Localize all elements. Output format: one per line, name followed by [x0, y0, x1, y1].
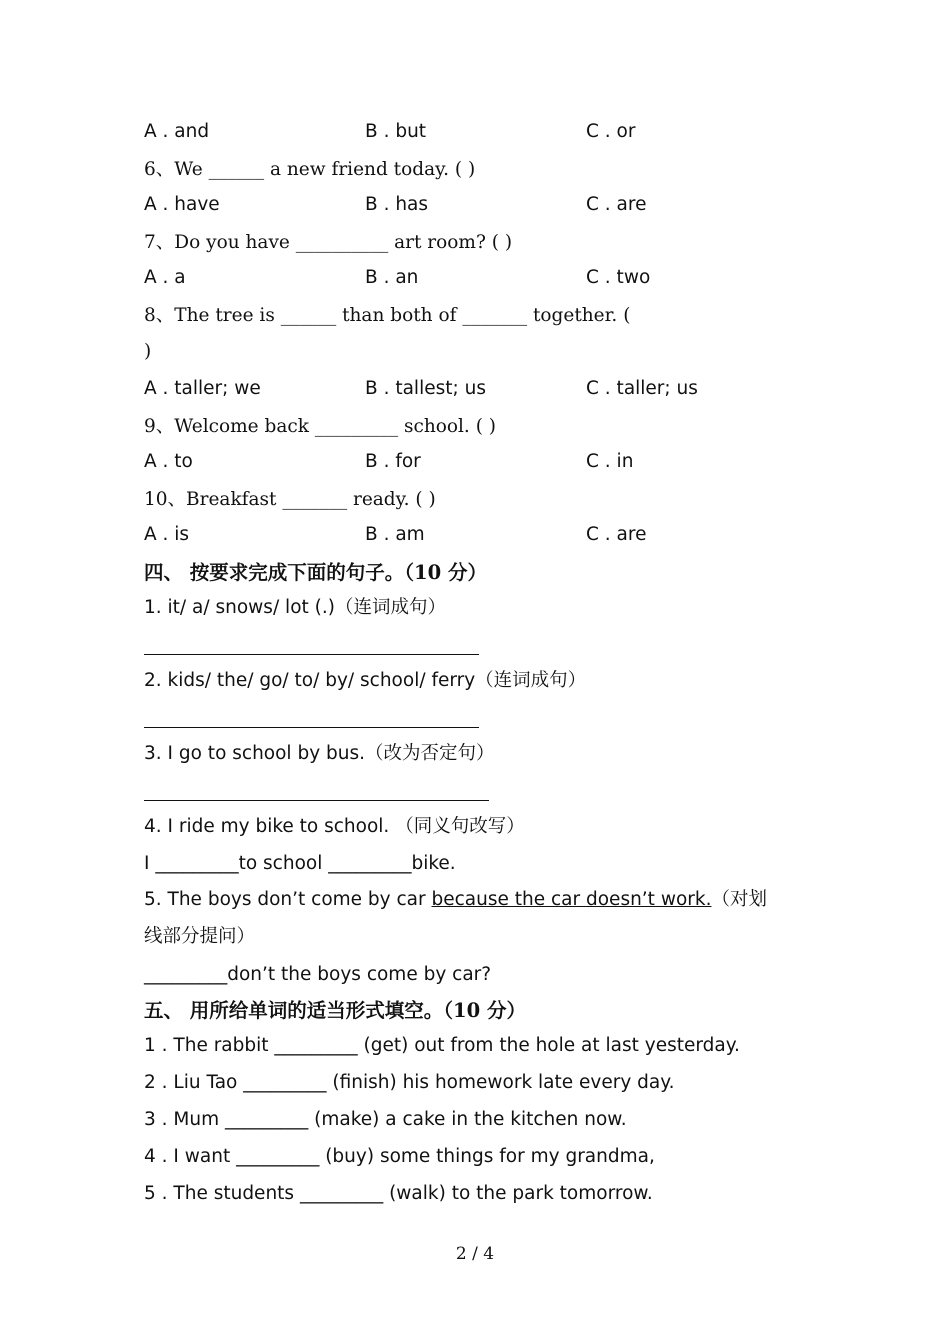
q9-option-c: C . in: [586, 451, 634, 472]
q10-option-a: A . is: [144, 524, 190, 545]
q8-option-a: A . taller; we: [144, 378, 261, 399]
s4-answer-line-1: [144, 654, 479, 655]
section5-title: 五、 用所给单词的适当形式填空。（10 分）: [144, 999, 526, 1022]
q7-option-b: B . an: [365, 267, 419, 288]
s5-item-1: 1 . The rabbit _________ (get) out from the hole at last yesterday.: [144, 1035, 740, 1056]
s4-item-5-cont: 线部分提问）: [144, 926, 256, 947]
s4-item-1: 1. it/ a/ snows/ lot (.)（连词成句）: [144, 597, 446, 618]
q6-question: 6、We ______ a new friend today. ( ): [144, 159, 476, 180]
s4-item-4-answer: I _________to school _________bike.: [144, 853, 456, 874]
q9-option-b: B . for: [365, 451, 421, 472]
q6-option-b: B . has: [365, 194, 429, 215]
q6-option-c: C . are: [586, 194, 647, 215]
s4-item-5-suffix: （对划: [711, 889, 767, 910]
s4-item-3: 3. I go to school by bus.（改为否定句）: [144, 743, 495, 764]
q7-question: 7、Do you have __________ art room? ( ): [144, 232, 513, 253]
page-number: 2 / 4: [455, 1244, 495, 1264]
q7-option-c: C . two: [586, 267, 651, 288]
q5-option-a: A . and: [144, 121, 210, 142]
s4-answer-line-3: [144, 800, 489, 801]
section4-title: 四、 按要求完成下面的句子。（10 分）: [144, 561, 487, 584]
s4-item-5-answer: _________don’t the boys come by car?: [144, 964, 492, 985]
s4-item-5-underlined: because the car doesn’t work.: [431, 889, 712, 910]
s5-item-3: 3 . Mum _________ (make) a cake in the kitchen now.: [144, 1109, 627, 1130]
q8-question-cont: ): [144, 341, 152, 362]
q6-option-a: A . have: [144, 194, 220, 215]
s4-answer-line-2: [144, 727, 479, 728]
q7-option-a: A . a: [144, 267, 186, 288]
s5-item-5: 5 . The students _________ (walk) to the park tomorrow.: [144, 1183, 653, 1204]
q9-question: 9、Welcome back _________ school. ( ): [144, 416, 497, 437]
s4-item-5: [144, 888, 767, 912]
s5-item-4: 4 . I want _________ (buy) some things for my grandma,: [144, 1146, 655, 1167]
s4-item-5-prefix: 5. The boys don’t come by car: [144, 889, 432, 910]
s4-item-4: 4. I ride my bike to school. （同义句改写）: [144, 816, 525, 837]
q8-question: 8、The tree is ______ than both of _______ together. (: [144, 305, 631, 326]
s4-item-2: 2. kids/ the/ go/ to/ by/ school/ ferry（连词成句）: [144, 670, 587, 691]
q10-option-c: C . are: [586, 524, 647, 545]
s5-item-2: 2 . Liu Tao _________ (finish) his homework late every day.: [144, 1072, 675, 1093]
q8-option-b: B . tallest; us: [365, 378, 486, 399]
q10-question: 10、Breakfast _______ ready. ( ): [144, 489, 436, 510]
q8-option-c: C . taller; us: [586, 378, 698, 399]
q5-option-b: B . but: [365, 121, 427, 142]
q5-option-c: C . or: [586, 121, 636, 142]
q9-option-a: A . to: [144, 451, 193, 472]
q10-option-b: B . am: [365, 524, 425, 545]
